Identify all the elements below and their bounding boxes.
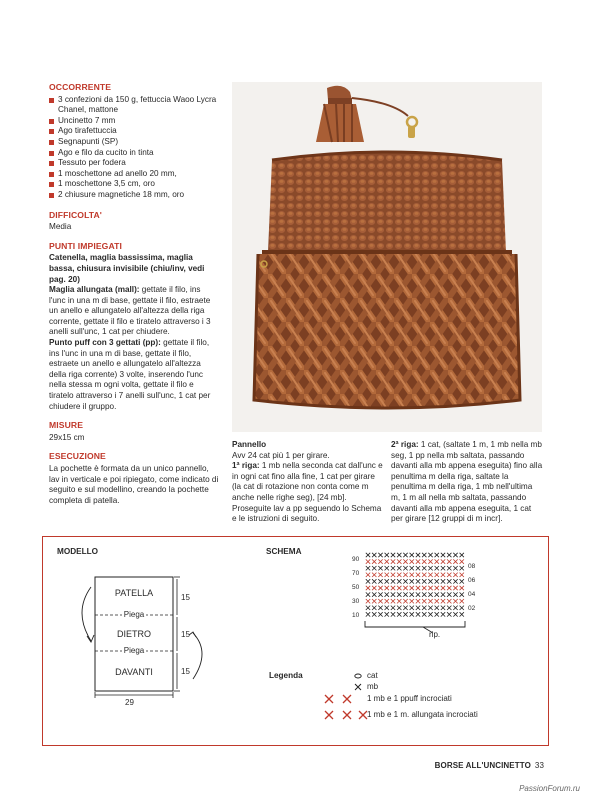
stitch-symbol [403, 606, 407, 610]
proseguire-text: Proseguite lav a pp seguendo lo Schema e le istruzioni di seguito. [232, 503, 382, 524]
stitch-symbol [366, 586, 370, 590]
dim-15-mid: 15 [181, 630, 190, 639]
stitch-symbol [428, 592, 432, 596]
stitch-symbol [385, 586, 389, 590]
stitch-symbol [385, 579, 389, 583]
stitch-symbol [378, 573, 382, 577]
stitch-symbol [397, 559, 401, 563]
stitch-symbol [422, 566, 426, 570]
stitch-symbol [366, 573, 370, 577]
stitch-symbol [416, 559, 420, 563]
esecuzione-heading: ESECUZIONE [49, 451, 106, 462]
stitch-symbol [385, 599, 389, 603]
stitch-symbol [435, 559, 439, 563]
stitch-symbol [447, 559, 451, 563]
panel-column [232, 440, 384, 525]
page-footer [435, 761, 544, 770]
stitch-symbol [416, 566, 420, 570]
row-number: 50 [352, 584, 360, 591]
stitch-symbol [391, 566, 395, 570]
stitch-symbol [385, 606, 389, 610]
stitch-symbol [428, 553, 432, 557]
stitch-symbol [366, 559, 370, 563]
stitch-symbol [397, 606, 401, 610]
list-item: Uncinetto 7 mm [49, 116, 219, 127]
stitch-symbol [391, 573, 395, 577]
stitch-symbol [453, 579, 457, 583]
patella-label: PATELLA [114, 588, 154, 598]
stitch-symbol [447, 553, 451, 557]
stitch-symbol [366, 553, 370, 557]
stitch-symbol [441, 573, 445, 577]
stitch-symbol [378, 592, 382, 596]
row2-text: 1 cat, (saltate 1 m, 1 mb nella mb seg, 1 pp nella mb saltata, passando davanti alla mb appena eseguita) fino alla penultima m della riga, saltate la penultima m della riga, 1 mb nell'ultima m, 1 m all nella mb saltata, passando davanti alla mb appena eseguita, 1 cat per girare [12 gruppi di m incr]. [391, 440, 543, 524]
stitch-symbol [416, 553, 420, 557]
difficolta-value: Media [49, 222, 72, 232]
stitch-symbol [441, 586, 445, 590]
stitch-symbol [428, 599, 432, 603]
stitch-symbol [447, 566, 451, 570]
stitch-symbol [385, 573, 389, 577]
stitch-symbol [410, 566, 414, 570]
stitch-symbol [447, 586, 451, 590]
stitch-symbol [410, 573, 414, 577]
stitch-symbol [385, 559, 389, 563]
stitch-symbol [453, 586, 457, 590]
row2-title: 2ª riga: [391, 440, 419, 449]
stitch-symbol [391, 559, 395, 563]
dim-29: 29 [125, 698, 134, 707]
row-number: 70 [352, 570, 360, 577]
stitch-symbol [453, 612, 457, 616]
punti-heading: PUNTI IMPIEGATI [49, 240, 122, 251]
rip-label: rip. [429, 630, 441, 639]
dim-15-top: 15 [181, 593, 190, 602]
stitch-symbol [435, 606, 439, 610]
page-number: 33 [534, 761, 544, 770]
stitch-symbol [378, 553, 382, 557]
stitch-symbol [435, 599, 439, 603]
legend-mb: mb [367, 682, 379, 691]
row1-title: 1ª riga: [232, 461, 260, 471]
occorrente-heading: OCCORRENTE [49, 82, 112, 92]
stitch-symbol [422, 612, 426, 616]
stitch-symbol [422, 579, 426, 583]
misure-value: 29x15 cm [49, 432, 85, 442]
diagram-box [42, 536, 549, 746]
stitch-symbol [453, 566, 457, 570]
esecuzione-text: La pochette è formata da un unico pannello, lav in verticale e poi ripiegato, come indicato di seguito e sul modellino, creando la pochette completa di patella. [49, 464, 219, 505]
stitch-symbol [416, 599, 420, 603]
schema-right-numbers [468, 560, 475, 616]
stitch-symbol [397, 592, 401, 596]
dietro-label: DIETRO [116, 629, 151, 639]
stitch-symbol [366, 606, 370, 610]
stitch-symbol [397, 553, 401, 557]
stitch-symbol [385, 566, 389, 570]
row-number: 30 [352, 598, 360, 605]
stitch-symbol [447, 573, 451, 577]
stitch-symbol [378, 606, 382, 610]
stitch-symbol [453, 573, 457, 577]
stitch-symbol [397, 599, 401, 603]
stitch-symbol [385, 553, 389, 557]
measures-section [49, 420, 219, 443]
stitch-symbol [435, 612, 439, 616]
row-number: 06 [468, 577, 476, 584]
stitch-symbol [441, 566, 445, 570]
stitch-symbol [391, 579, 395, 583]
stitch-symbol [397, 579, 401, 583]
stitch-symbol [416, 606, 420, 610]
stitch-symbol [410, 592, 414, 596]
stitch-symbol [372, 559, 376, 563]
stitch-symbol [372, 606, 376, 610]
legend-cat: cat [367, 671, 378, 680]
stitch-symbol [453, 606, 457, 610]
row-number: 08 [468, 563, 476, 570]
list-item: Tessuto per fodera [49, 158, 219, 169]
stitch-symbol [428, 573, 432, 577]
stitch-symbol [403, 566, 407, 570]
list-item: Ago tirafettuccia [49, 126, 219, 137]
stitch-symbol [441, 612, 445, 616]
stitch-symbol [378, 579, 382, 583]
stitch-symbol [435, 566, 439, 570]
stitch-symbol [378, 566, 382, 570]
fold1-text: Piega [123, 610, 145, 619]
stitch-symbol [378, 586, 382, 590]
difficolta-heading: DIFFICOLTA' [49, 209, 102, 220]
stitch-symbol [366, 579, 370, 583]
stitch-symbol [460, 612, 464, 616]
list-item: 3 confezioni da 150 g, fettuccia Waoo Lycra Chanel, mattone [49, 95, 219, 116]
stitch-symbol [385, 592, 389, 596]
stitch-symbol [453, 599, 457, 603]
stitch-symbol [378, 612, 382, 616]
stitch-symbol [397, 612, 401, 616]
modello-heading: MODELLO [57, 547, 98, 556]
dim-15-bottom: 15 [181, 667, 190, 676]
stitch-symbol [372, 579, 376, 583]
stitch-symbol [435, 579, 439, 583]
pp-text: gettate il filo, ins l'unc in una m di base, gettate il filo, estraete un anello e allungatelo all'altezza della riga corrente) 3 volte, inserendo l'unc nella stessa m ogni volta, gettate il filo e tiratelo attraverso i 7 anelli sull'unc, 1 cat per chiudere il gruppo. [49, 338, 211, 411]
pp-title: Punto puff con 3 gettati (pp): [49, 338, 161, 348]
stitch-symbol [391, 592, 395, 596]
row1-paragraph [232, 461, 384, 503]
stitch-symbol [428, 606, 432, 610]
occorrente-list [49, 95, 219, 201]
stitch-symbol [428, 559, 432, 563]
row-number: 90 [352, 556, 360, 563]
stitch-symbol [441, 606, 445, 610]
stitch-symbol [435, 586, 439, 590]
row2-paragraph [391, 440, 543, 525]
pannello-line1: Avv 24 cat più 1 per girare. [232, 450, 330, 460]
stitch-symbol [447, 592, 451, 596]
footer-title: BORSE ALL'UNCINETTO [434, 761, 531, 770]
stitch-symbol [460, 553, 464, 557]
list-item: Ago e filo da cucito in tinta [49, 148, 219, 159]
stitch-symbol [460, 579, 464, 583]
stitch-symbol [403, 579, 407, 583]
stitch-symbol [416, 573, 420, 577]
stitch-symbol [397, 573, 401, 577]
stitch-symbol [428, 586, 432, 590]
execution-section [49, 451, 219, 506]
stitch-symbol [372, 553, 376, 557]
stitch-symbol [435, 573, 439, 577]
legend-puff: 1 mb e 1 ppuff incrociati [367, 694, 452, 703]
stitch-symbol [447, 599, 451, 603]
stitch-symbol [416, 592, 420, 596]
stitch-symbol [422, 559, 426, 563]
stitch-symbol [441, 553, 445, 557]
stitch-symbol [453, 592, 457, 596]
list-item: 2 chiusure magnetiche 18 mm, oro [49, 190, 219, 201]
row-number: 04 [468, 591, 476, 598]
stitch-symbol [410, 559, 414, 563]
watermark: PassionForum.ru [519, 784, 580, 793]
fold2-text: Piega [123, 646, 145, 655]
pp-paragraph [49, 338, 219, 412]
stitch-symbol [428, 579, 432, 583]
stitch-symbol [397, 586, 401, 590]
stitch-symbol [403, 559, 407, 563]
stitch-symbol [403, 599, 407, 603]
misure-heading: MISURE [49, 420, 84, 431]
stitch-symbol [366, 592, 370, 596]
difficulty-section [49, 210, 219, 233]
stitch-symbol [416, 579, 420, 583]
punti-intro: Catenella, maglia bassissima, maglia bassa, chiusura invisibile (chiu/inv, vedi pag. 20) [49, 253, 205, 284]
stitch-symbol [372, 612, 376, 616]
stitch-symbol [435, 553, 439, 557]
materials-column [49, 82, 219, 514]
stitch-symbol [460, 592, 464, 596]
stitches-section [49, 241, 219, 413]
pannello-heading: Pannello [232, 440, 267, 449]
stitch-symbol [403, 573, 407, 577]
stitch-symbol [410, 553, 414, 557]
stitch-symbol [422, 573, 426, 577]
stitch-symbol [435, 592, 439, 596]
schema-left-numbers [352, 553, 359, 623]
stitch-symbol [460, 586, 464, 590]
stitch-symbol [460, 573, 464, 577]
mall-paragraph [49, 285, 219, 338]
stitch-symbol [422, 553, 426, 557]
stitch-symbol [391, 553, 395, 557]
mall-title: Maglia allungata (mall): [49, 285, 140, 295]
stitch-symbol [372, 573, 376, 577]
stitch-symbol [410, 586, 414, 590]
stitch-symbol [397, 566, 401, 570]
davanti-label: DAVANTI [115, 667, 153, 677]
stitch-symbol [403, 553, 407, 557]
stitch-symbol [410, 599, 414, 603]
stitch-symbol [372, 599, 376, 603]
stitch-symbol [422, 586, 426, 590]
row1-text: 1 mb nella seconda cat dall'unc e in ogni cat fino alla fine, 1 cat per girare (la cat di rotazione non conta come m anche nelle righe seg), [24 mb]. [232, 461, 383, 502]
stitch-symbol [428, 566, 432, 570]
fold2-label [95, 646, 173, 655]
stitch-symbol [460, 566, 464, 570]
stitch-symbol [441, 559, 445, 563]
clutch-image [254, 152, 520, 408]
stitch-symbol [372, 566, 376, 570]
stitch-symbol [428, 612, 432, 616]
stitch-symbol [372, 592, 376, 596]
tassel-image [316, 86, 417, 142]
stitch-symbol [422, 599, 426, 603]
stitch-symbol [441, 579, 445, 583]
row2-column [391, 440, 543, 525]
stitch-symbol [378, 559, 382, 563]
stitch-symbol [391, 599, 395, 603]
stitch-symbol [460, 559, 464, 563]
stitch-symbol [372, 586, 376, 590]
row-number: 10 [352, 612, 360, 619]
list-item: 1 moschettone ad anello 20 mm, [49, 169, 219, 180]
fold1-label [95, 610, 173, 619]
stitch-symbol [391, 586, 395, 590]
stitch-symbol [410, 612, 414, 616]
stitch-symbol [453, 559, 457, 563]
stitch-symbol [460, 606, 464, 610]
stitch-symbol [410, 606, 414, 610]
row-number: 02 [468, 605, 476, 612]
stitch-symbol [366, 599, 370, 603]
stitch-symbol [447, 612, 451, 616]
mall-text: gettate il filo, ins l'unc in una m di base, gettate il filo, estraete un anello e allungatelo all'altezza della riga corrente, gettate il filo e tiratelo attraverso i 3 anelli sull'unc, 1 cat per chiudere. [49, 285, 211, 337]
legend-allungata: 1 mb e 1 m. allungata incrociati [367, 710, 478, 719]
stitch-symbol [441, 599, 445, 603]
stitch-symbol [416, 586, 420, 590]
stitch-symbol [410, 579, 414, 583]
stitch-symbol [447, 579, 451, 583]
stitch-symbol [385, 612, 389, 616]
stitch-symbol [453, 553, 457, 557]
stitch-symbol [378, 599, 382, 603]
stitch-symbol [460, 599, 464, 603]
stitch-symbol [416, 612, 420, 616]
stitch-symbol [366, 612, 370, 616]
stitch-symbol [366, 566, 370, 570]
legenda-heading: Legenda [269, 671, 303, 680]
stitch-symbol [422, 606, 426, 610]
stitch-symbol [441, 592, 445, 596]
stitch-symbol [403, 612, 407, 616]
clutch-photo [232, 82, 542, 432]
stitch-symbol [391, 612, 395, 616]
list-item: 1 moschettone 3,5 cm, oro [49, 179, 219, 190]
list-item: Segnapunti (SP) [49, 137, 219, 148]
stitch-symbol [447, 606, 451, 610]
stitch-symbol [403, 592, 407, 596]
stitch-symbol [391, 606, 395, 610]
schema-heading: SCHEMA [266, 547, 302, 556]
stitch-chart [365, 553, 465, 633]
stitch-symbol [422, 592, 426, 596]
stitch-symbol [403, 586, 407, 590]
